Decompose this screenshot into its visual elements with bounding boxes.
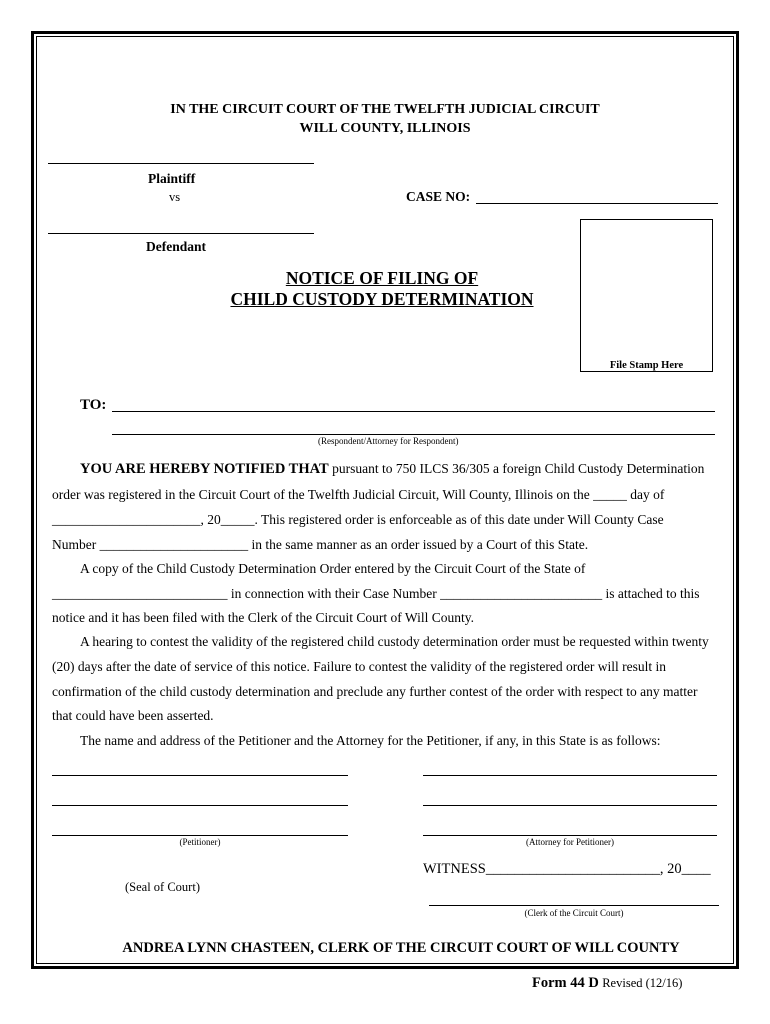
notice-title xyxy=(200,268,564,310)
paragraph-1-line-2: order was registered in the Circuit Court of the Twelfth Judicial Circuit, Will County, Illinois on the _____ day of xyxy=(52,487,665,502)
form-number-bold: Form 44 D xyxy=(532,975,599,991)
case-no-label: CASE NO: xyxy=(406,189,471,204)
notice-title-line1: NOTICE OF FILING OF xyxy=(285,268,479,288)
seal-of-court: (Seal of Court) xyxy=(125,880,200,894)
defendant-name-line[interactable] xyxy=(48,233,314,234)
to-line-2[interactable] xyxy=(112,434,715,435)
clerk-caption: (Clerk of the Circuit Court) xyxy=(524,908,624,918)
to-label: TO: xyxy=(80,397,107,413)
to-caption: (Respondent/Attorney for Respondent) xyxy=(318,436,459,446)
clerk-signature-line[interactable] xyxy=(429,905,719,906)
court-heading xyxy=(36,100,734,138)
paragraph-2-line-3: notice and it has been filed with the Clerk of the Circuit Court of Will County. xyxy=(52,610,475,625)
court-heading-line1: IN THE CIRCUIT COURT OF THE TWELFTH JUDICIAL CIRCUIT xyxy=(170,102,600,117)
vs-label: vs xyxy=(169,190,181,204)
paragraph-1-line-3: ______________________, 20_____. This registered order is enforceable as of this date under Will County Case xyxy=(52,512,664,527)
attorney-line-1[interactable] xyxy=(423,775,717,776)
petitioner-line-2[interactable] xyxy=(52,805,348,806)
case-no-line[interactable] xyxy=(476,203,718,204)
notified-rest: pursuant to 750 ILCS 36/305 a foreign Child Custody Determination xyxy=(332,461,705,476)
petitioner-caption: (Petitioner) xyxy=(179,837,221,847)
petitioner-line-1[interactable] xyxy=(52,775,348,776)
notified-bold: YOU ARE HEREBY NOTIFIED THAT xyxy=(80,461,329,477)
paragraph-3-line-4: that could have been asserted. xyxy=(52,708,214,723)
paragraph-3-line-1: A hearing to contest the validity of the registered child custody determination order must be requested within twenty xyxy=(80,634,709,649)
paragraph-2-line-2: __________________________ in connection with their Case Number ________________________ is attached to this xyxy=(52,586,700,601)
paragraph-3-line-3: confirmation of the child custody determination and preclude any further contest of the order with respect to any matter xyxy=(52,684,698,699)
attorney-caption: (Attorney for Petitioner) xyxy=(526,837,614,847)
attorney-line-2[interactable] xyxy=(423,805,717,806)
to-line-1[interactable] xyxy=(112,411,715,412)
petitioner-line-3[interactable] xyxy=(52,835,348,836)
file-stamp-label: File Stamp Here xyxy=(609,360,684,371)
plaintiff-label: Plaintiff xyxy=(148,171,196,186)
paragraph-1-line-4: Number ______________________ in the same manner as an order issued by a Court of this State. xyxy=(52,537,589,552)
clerk-name: ANDREA LYNN CHASTEEN, CLERK OF THE CIRCUIT COURT OF WILL COUNTY xyxy=(122,940,680,956)
paragraph-3-line-2: (20) days after the date of service of this notice. Failure to contest the validity of the registered order will result in xyxy=(52,659,667,674)
witness-line: WITNESS________________________, 20____ xyxy=(423,861,711,877)
court-heading-line2: WILL COUNTY, ILLINOIS xyxy=(299,121,471,136)
plaintiff-name-line[interactable] xyxy=(48,163,314,164)
form-revised: Revised (12/16) xyxy=(602,976,683,990)
file-stamp-box xyxy=(580,219,713,372)
paragraph-2-line-1: A copy of the Child Custody Determination Order entered by the Circuit Court of the State of xyxy=(80,561,586,576)
form-number xyxy=(532,975,682,992)
notice-title-line2: CHILD CUSTODY DETERMINATION xyxy=(230,289,534,309)
paragraph-4-line-1: The name and address of the Petitioner and the Attorney for the Petitioner, if any, in this State is as follows: xyxy=(80,733,661,748)
paragraph-1-line-1 xyxy=(80,461,704,478)
defendant-label: Defendant xyxy=(146,239,206,254)
attorney-line-3[interactable] xyxy=(423,835,717,836)
